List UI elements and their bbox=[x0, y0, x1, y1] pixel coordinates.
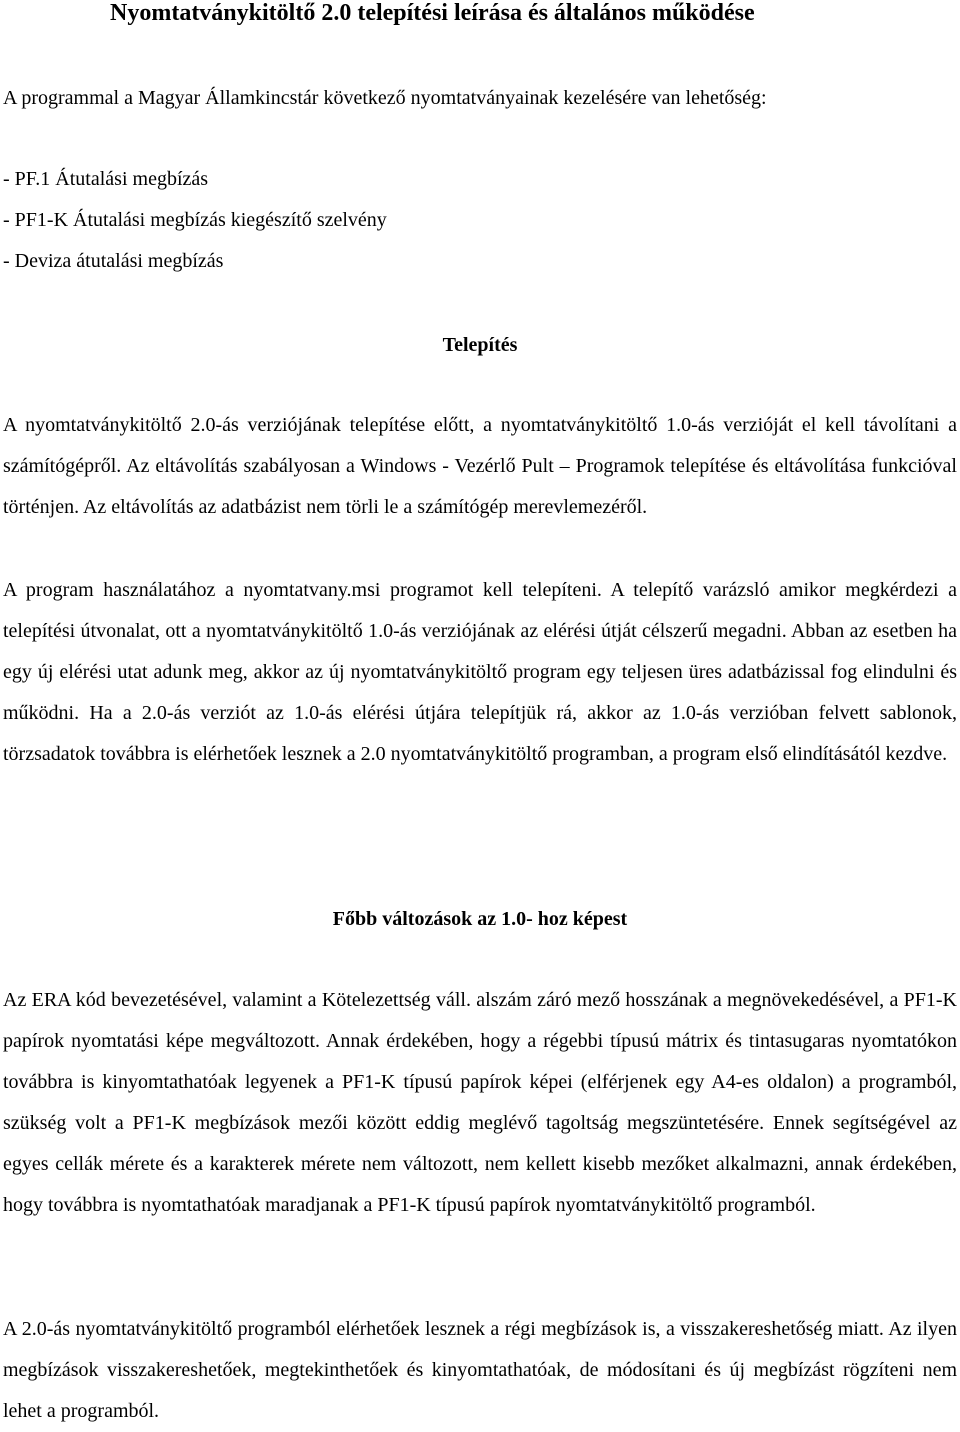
install-heading: Telepítés bbox=[442, 334, 518, 356]
document-title: Nyomtatványkitöltő 2.0 telepítési leírása és általános működése bbox=[110, 0, 755, 26]
changes-paragraph-2: A 2.0-ás nyomtatványkitöltő programból elérhetőek lesznek a régi megbízások is, a visszakereshetőség miatt. Az ilyen megbízások visszakereshetőek, megtekinthetőek és kinyomtathatóak, de módosítani és új megbízást rögzíteni nem lehet a programból. bbox=[3, 1318, 957, 1422]
list-item: - PF1-K Átutalási megbízás kiegészítő szelvény bbox=[3, 209, 387, 231]
intro-paragraph: A programmal a Magyar Államkincstár következő nyomtatványainak kezelésére van lehetőség: bbox=[3, 87, 767, 109]
list-item: - Deviza átutalási megbízás bbox=[3, 250, 224, 272]
list-item: - PF.1 Átutalási megbízás bbox=[3, 168, 209, 190]
install-paragraph-2: A program használatához a nyomtatvany.msi programot kell telepíteni. A telepítő varázsló amikor megkérdezi a telepítési útvonalat, ott a nyomtatványkitöltő 1.0-ás verziójának az elérési útját célszerű megadni. Abban az esetben ha egy új elérési utat adunk meg, akkor az új nyomtatványkitöltő program egy teljesen üres adatbázissal fog elindulni és működni. Ha a 2.0-ás verziót az 1.0-ás elérési útjára telepítjük rá, akkor az 1.0-ás verzióban felvett sablonok, törzsadatok továbbra is elérhetőek lesznek a 2.0 nyomtatványkitöltő programban, a program első elindításától kezdve. bbox=[3, 579, 957, 765]
changes-paragraph-1: Az ERA kód bevezetésével, valamint a Kötelezettség váll. alszám záró mező hosszának a megnövekedésével, a PF1-K papírok nyomtatási képe megváltozott. Annak érdekében, hogy a régebbi típusú mátrix és tintasugaras nyomtatókon továbbra is kinyomtathatóak legyenek a PF1-K típusú papírok képei (elférjenek egy A4-es oldalon) a programból, szükség volt a PF1-K megbízások mezői között eddig meglévő tagoltság megszüntetésére. Ennek segítségével az egyes cellák mérete és a karakterek mérete nem változott, nem kellett kisebb mezőket alkalmazni, annak érdekében, hogy továbbra is nyomtathatóak maradjanak a PF1-K típusú papírok nyomtatványkitöltő programból. bbox=[3, 989, 957, 1216]
install-paragraph-1: A nyomtatványkitöltő 2.0-ás verziójának telepítése előtt, a nyomtatványkitöltő 1.0-ás verzióját el kell távolítani a számítógépről. Az eltávolítás szabályosan a Windows - Vezérlő Pult – Programok telepítése és eltávolítása funkcióval történjen. Az eltávolítás az adatbázist nem törli le a számítógép merevlemezéről. bbox=[3, 414, 957, 518]
changes-heading: Főbb változások az 1.0- hoz képest bbox=[332, 908, 628, 930]
form-list bbox=[3, 167, 387, 290]
